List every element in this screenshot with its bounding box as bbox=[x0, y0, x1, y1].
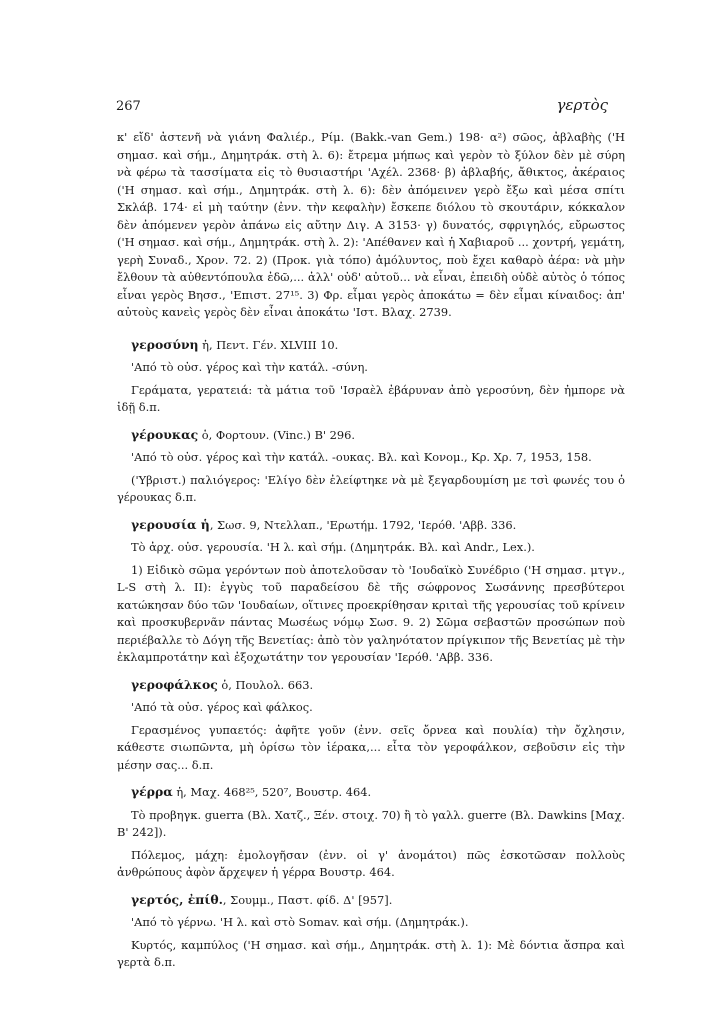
entry-note: 1) Εἰδικὸ σῶμα γερόντων ποὺ ἀποτελοῦσαν τὸ 'Ιουδαϊκὸ Συνέδριο ('Η σημασ. μτγν., L-S στὴ λ. II): ἐγγὺς τοῦ παραδείσου δὲ τῆς σώφρονος Σωσάννης πρεσβύτεροι κατώκησαν δύο τῶν 'Ιουδαίων, οἵτινες προεκρίθησαν κριταὶ τῆς γερουσίας τοῦ κρίνειν καὶ προσκυβερνᾶν πάντας Μωσέως νόμῳ Σωσ. 9. 2) Σῶμα σεβαστῶν προσώπων ποὺ περιέβαλλε τὸ Δόγη τῆς Βενετίας: ἀπὸ τὸν γαληνότατον πρίγκιπον τῆς Βενετίας μὲ τὴν ἐκλαμπροτάτην καὶ ἐξοχωτάτην τον γερουσίαν 'Ιερόθ. 'Αββ. 336. bbox=[117, 562, 625, 664]
etymology: 'Από τὸ γέρνω. 'Η λ. καὶ στὸ Somav. καὶ σήμ. (Δημητράκ.). bbox=[131, 915, 469, 929]
etymology: 'Από τὸ οὐσ. γέρος καὶ τὴν κατάλ. -ουκας. Βλ. καὶ Κονομ., Κρ. Χρ. 7, 1953, 158. bbox=[131, 450, 592, 464]
entry-sources: ἡ, Πεντ. Γέν. XLVIII 10. bbox=[198, 337, 339, 352]
entry-note: ('Υβριστ.) παλιόγερος: 'Ελίγο δὲν ἐλείφτηκε νὰ μὲ ξεγαρδουμίση με τσὶ φωνές του ὁ γέρουκας δ.π. bbox=[117, 472, 625, 504]
entry-note: Πόλεμος, μάχη: ἐμολογῆσαν (ἐνν. οἱ γ' ἀνομάτοι) πῶς ἐσκοτῶσαν πολλοὺς ἀνθρώπους ἀφὸν ἄρχεψεν ἡ γέρρα Βουστρ. 464. bbox=[117, 847, 625, 879]
page-body bbox=[117, 129, 625, 972]
continuation-paragraph: κ' εἴδ' ἀστενῆ νὰ γιάνη Φαλιέρ., Ρίμ. (Bakk.-van Gem.) 198· α²) σῶος, ἀβλαβὴς ('Η σημασ. καὶ σήμ., Δημητράκ. στὴ λ. 6): ἔτρεμα μήπως καὶ γερὸν τὸ ξύλον δὲν μὲ σύρη νὰ φέρω τὰ τασσίματα εἰς τὸ θυσιαστήρι 'Αχέλ. 2368· β) ἀβλαβής, ἄθικτος, ἀκέραιος ('Η σημασ. καὶ σήμ., Δημητράκ. στὴ λ. 6): δὲν ἀπόμεινεν γερὸ ἔξω καὶ μέσα σπίτι Σκλάβ. 174· εἰ μὴ ταύτην (ἐνν. τὴν κεφαλὴν) ἔσκεπε διόλου τὸ σκουτάριν, κόκκαλον δὲν ἀπόμενεν γερὸν ἀπάνω εἰς αὔτην Διγ. Α 3153· γ) δυνατός, σφριγηλός, εὔρωστος ('Η σημασ. καὶ σήμ., Δημητράκ. στὴ λ. 2): 'Απέθανεν καὶ ἡ Χαβιαροῦ ... χοντρή, γεμάτη, γερὴ Συναδ., Χρον. 72. 2) (Προκ. γιὰ τόπο) ἀμόλυντος, ποὺ ἔχει καθαρὸ ἀέρα: νὰ μὴν ἔλθουν τὰ αὐθεντόπουλα ἐδῶ,... ἀλλ' οὐδ' αὐτοῦ... νὰ εἶναι, ἐπειδὴ οὐδὲ αὐτὸς ὁ τόπος εἶναι γερὸς Βησσ., 'Επιστ. 27¹⁵. 3) Φρ. εἶμαι γερὸς ἀποκάτω = δὲν εἶμαι κίναιδος: ἀπ' αὐτοὺς κανεὶς γερὸς δὲν εἶναι ἀποκάτω 'Ιστ. Βλαχ. 2739. bbox=[117, 130, 625, 319]
entry-note: Γερασμένος γυπαετός: ἀφῆτε γοῦν (ἐνν. σεῖς ὄρνεα καὶ πουλία) τὴν ὄχλησιν, κάθεστε σιωπῶντα, μὴ ὁρίσω τὸν ἱέρακα,... εἶτα τὸν γεροφάλκον, σεβοῦσιν εἰς τὴν μέσην σας... δ.π. bbox=[117, 722, 625, 772]
entry-sources: , Σωσ. 9, Ντελλαπ., 'Ερωτήμ. 1792, 'Ιερόθ. 'Αββ. 336. bbox=[209, 517, 517, 532]
lemma: γερουσία ἡ bbox=[131, 516, 210, 532]
entry-sources: ὁ, Πουλολ. 663. bbox=[217, 677, 314, 692]
entry-headline bbox=[117, 783, 625, 802]
etymology: Τὸ ἀρχ. οὐσ. γερουσία. 'Η λ. καὶ σήμ. (Δημητράκ. Βλ. καὶ Andr., Lex.). bbox=[131, 540, 535, 554]
lemma: γέρουκας bbox=[131, 426, 199, 442]
entry-headline bbox=[117, 516, 625, 535]
entry-note: Γεράματα, γερατειά: τὰ μάτια τοῦ 'Ισραὲλ ἐβάρυναν ἀπὸ γεροσύνη, δὲν ἠμπορε νὰ ἰδῇ δ.π. bbox=[117, 382, 625, 414]
entry-sources: ἡ, Μαχ. 468²⁵, 520⁷, Βουστρ. 464. bbox=[172, 785, 372, 799]
entry-headline bbox=[117, 336, 625, 355]
lemma: γέρρα bbox=[131, 784, 173, 799]
entry-headline bbox=[117, 426, 625, 445]
entry-sources: , Σουμμ., Παστ. φίδ. Δ' [957]. bbox=[222, 892, 393, 907]
entry-sources: ὁ, Φορτουν. (Vinc.) Β' 296. bbox=[198, 427, 356, 442]
entry-note: Κυρτός, καμπύλος ('Η σημασ. καὶ σήμ., Δημητράκ. στὴ λ. 1): Μὲ δόντια ἄσπρα καὶ γερτὰ δ.π. bbox=[117, 937, 625, 969]
lemma: γεροσύνη bbox=[131, 336, 199, 352]
running-head: γερτὸς bbox=[556, 96, 608, 114]
entry-headline bbox=[117, 676, 625, 695]
etymology: Τὸ προβηγκ. guerra (Βλ. Χατζ., Ξέν. στοιχ. 70) ἢ τὸ γαλλ. guerre (Βλ. Dawkins [Μαχ. Β' 242]). bbox=[117, 807, 625, 839]
lemma: γερτός, ἐπίθ. bbox=[131, 891, 223, 907]
etymology: 'Από τὸ οὐσ. γέρος καὶ τὴν κατάλ. -σύνη. bbox=[131, 360, 368, 374]
lemma: γεροφάλκος bbox=[131, 676, 218, 692]
etymology: 'Από τὰ οὐσ. γέρος καὶ φάλκος. bbox=[131, 700, 313, 714]
entry-headline bbox=[117, 891, 625, 910]
page-number: 267 bbox=[116, 99, 141, 114]
